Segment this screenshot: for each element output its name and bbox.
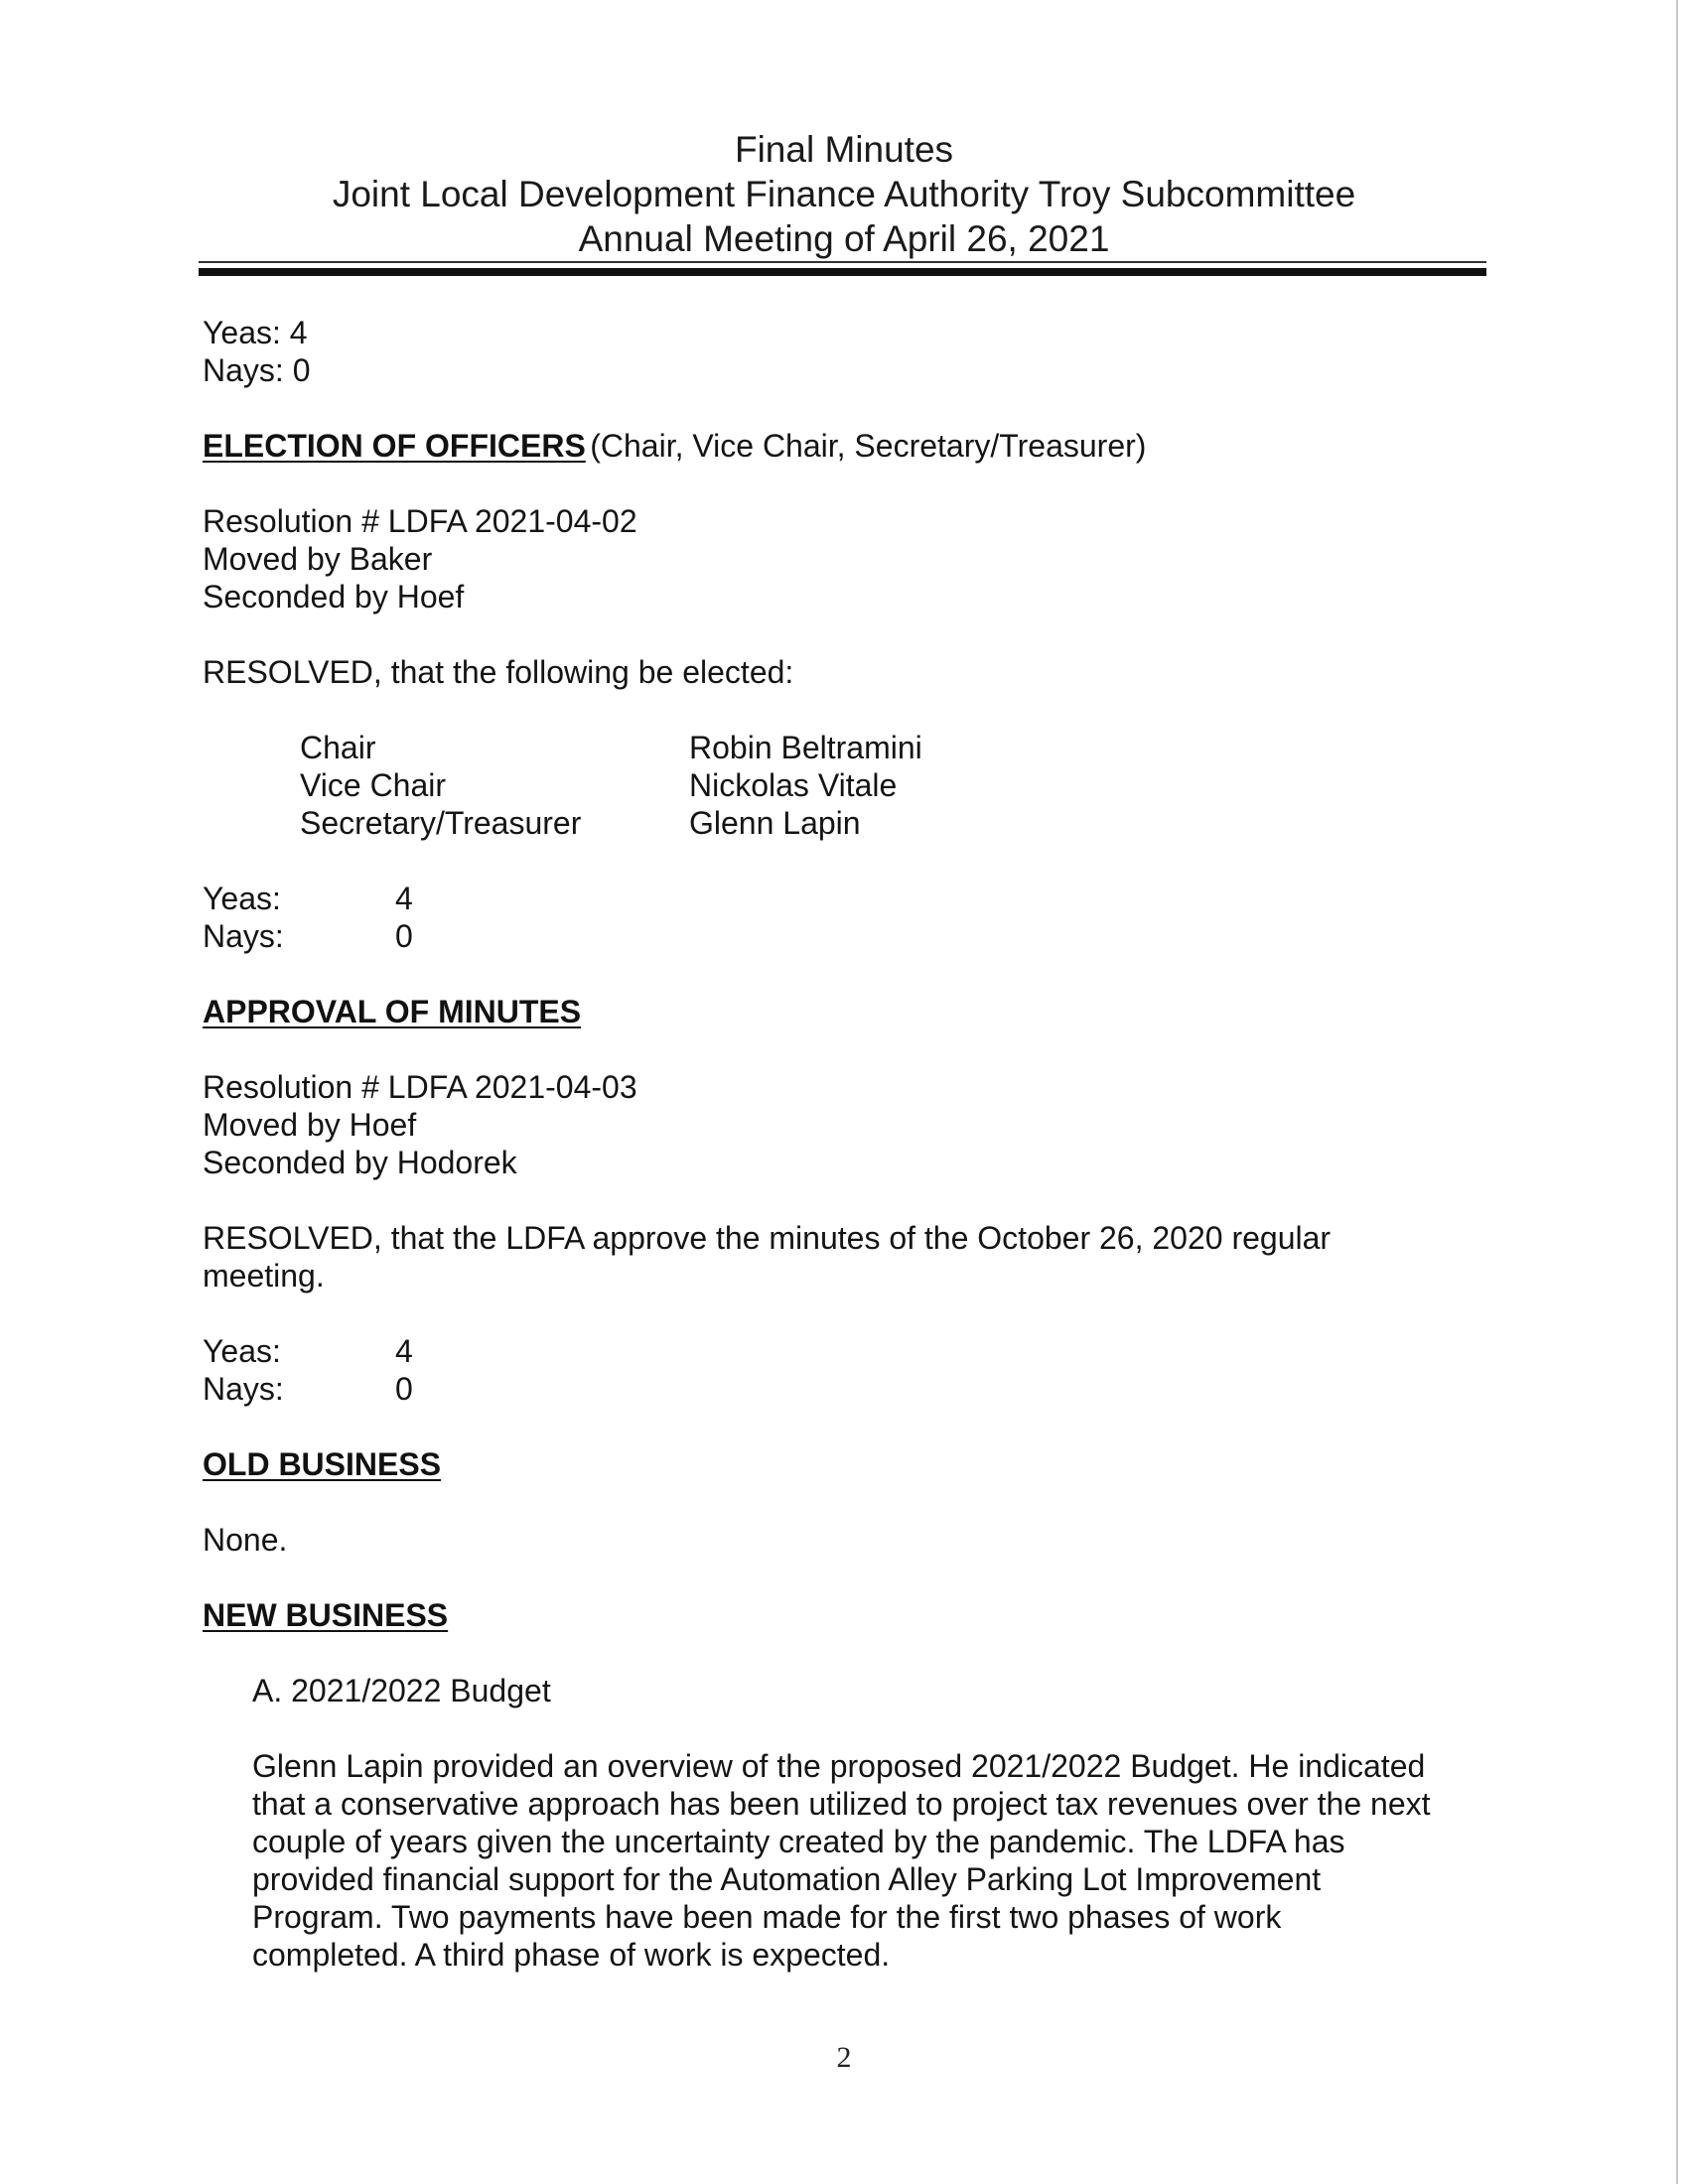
approval-yeas-value: 4 bbox=[395, 1333, 413, 1369]
new-business-item-a: A. 2021/2022 Budget bbox=[252, 1673, 551, 1708]
header-meeting-date: Annual Meeting of April 26, 2021 bbox=[578, 218, 1110, 259]
approval-yeas-label: Yeas: bbox=[203, 1333, 281, 1369]
document-header bbox=[199, 127, 1489, 261]
approval-moved: Moved by Hoef bbox=[203, 1107, 417, 1143]
paragraph-line: completed. A third phase of work is expected. bbox=[252, 1937, 891, 1973]
header-organization: Joint Local Development Finance Authority Troy Subcommittee bbox=[332, 174, 1356, 214]
approval-resolved-line2: meeting. bbox=[203, 1258, 325, 1294]
top-nays: Nays: 0 bbox=[203, 352, 311, 388]
header-rule-thick bbox=[199, 268, 1486, 276]
officer-name: Glenn Lapin bbox=[689, 805, 861, 841]
old-business-heading: OLD BUSINESS bbox=[203, 1446, 442, 1482]
election-nays-label: Nays: bbox=[203, 918, 284, 954]
new-business-heading: NEW BUSINESS bbox=[203, 1597, 449, 1633]
election-moved: Moved by Baker bbox=[203, 541, 433, 577]
paragraph-line: couple of years given the uncertainty created by the pandemic. The LDFA has bbox=[252, 1824, 1345, 1859]
page-number: 2 bbox=[836, 2041, 852, 2074]
approval-nays-label: Nays: bbox=[203, 1371, 284, 1407]
officer-name: Robin Beltramini bbox=[689, 730, 922, 765]
approval-resolution: Resolution # LDFA 2021-04-03 bbox=[203, 1069, 637, 1105]
election-yeas-value: 4 bbox=[395, 881, 413, 916]
officer-role: Secretary/Treasurer bbox=[300, 805, 582, 841]
approval-seconded: Seconded by Hodorek bbox=[203, 1145, 517, 1180]
election-heading: ELECTION OF OFFICERS bbox=[203, 428, 586, 464]
paragraph-line: that a conservative approach has been utilized to project tax revenues over the next bbox=[252, 1786, 1431, 1822]
header-rule-thin bbox=[199, 261, 1486, 263]
election-resolved: RESOLVED, that the following be elected: bbox=[203, 654, 794, 690]
page-edge-line bbox=[1676, 0, 1678, 2184]
paragraph-line: Program. Two payments have been made for the first two phases of work bbox=[252, 1899, 1282, 1935]
election-heading-line bbox=[203, 427, 1146, 465]
approval-heading: APPROVAL OF MINUTES bbox=[203, 994, 582, 1029]
officer-role: Chair bbox=[300, 730, 376, 765]
officer-name: Nickolas Vitale bbox=[689, 767, 898, 803]
officer-role: Vice Chair bbox=[300, 767, 447, 803]
election-yeas-label: Yeas: bbox=[203, 881, 281, 916]
old-business-text: None. bbox=[203, 1522, 288, 1558]
election-seconded: Seconded by Hoef bbox=[203, 579, 465, 614]
paragraph-line: provided financial support for the Automation Alley Parking Lot Improvement bbox=[252, 1861, 1322, 1897]
paragraph-line: Glenn Lapin provided an overview of the proposed 2021/2022 Budget. He indicated bbox=[252, 1748, 1426, 1784]
election-nays-value: 0 bbox=[395, 918, 413, 954]
approval-resolved-line1: RESOLVED, that the LDFA approve the minutes of the October 26, 2020 regular bbox=[203, 1220, 1332, 1256]
election-heading-suffix: (Chair, Vice Chair, Secretary/Treasurer) bbox=[590, 428, 1147, 464]
top-yeas: Yeas: 4 bbox=[203, 315, 308, 350]
approval-nays-value: 0 bbox=[395, 1371, 413, 1407]
election-resolution: Resolution # LDFA 2021-04-02 bbox=[203, 503, 637, 539]
header-title: Final Minutes bbox=[734, 129, 954, 170]
